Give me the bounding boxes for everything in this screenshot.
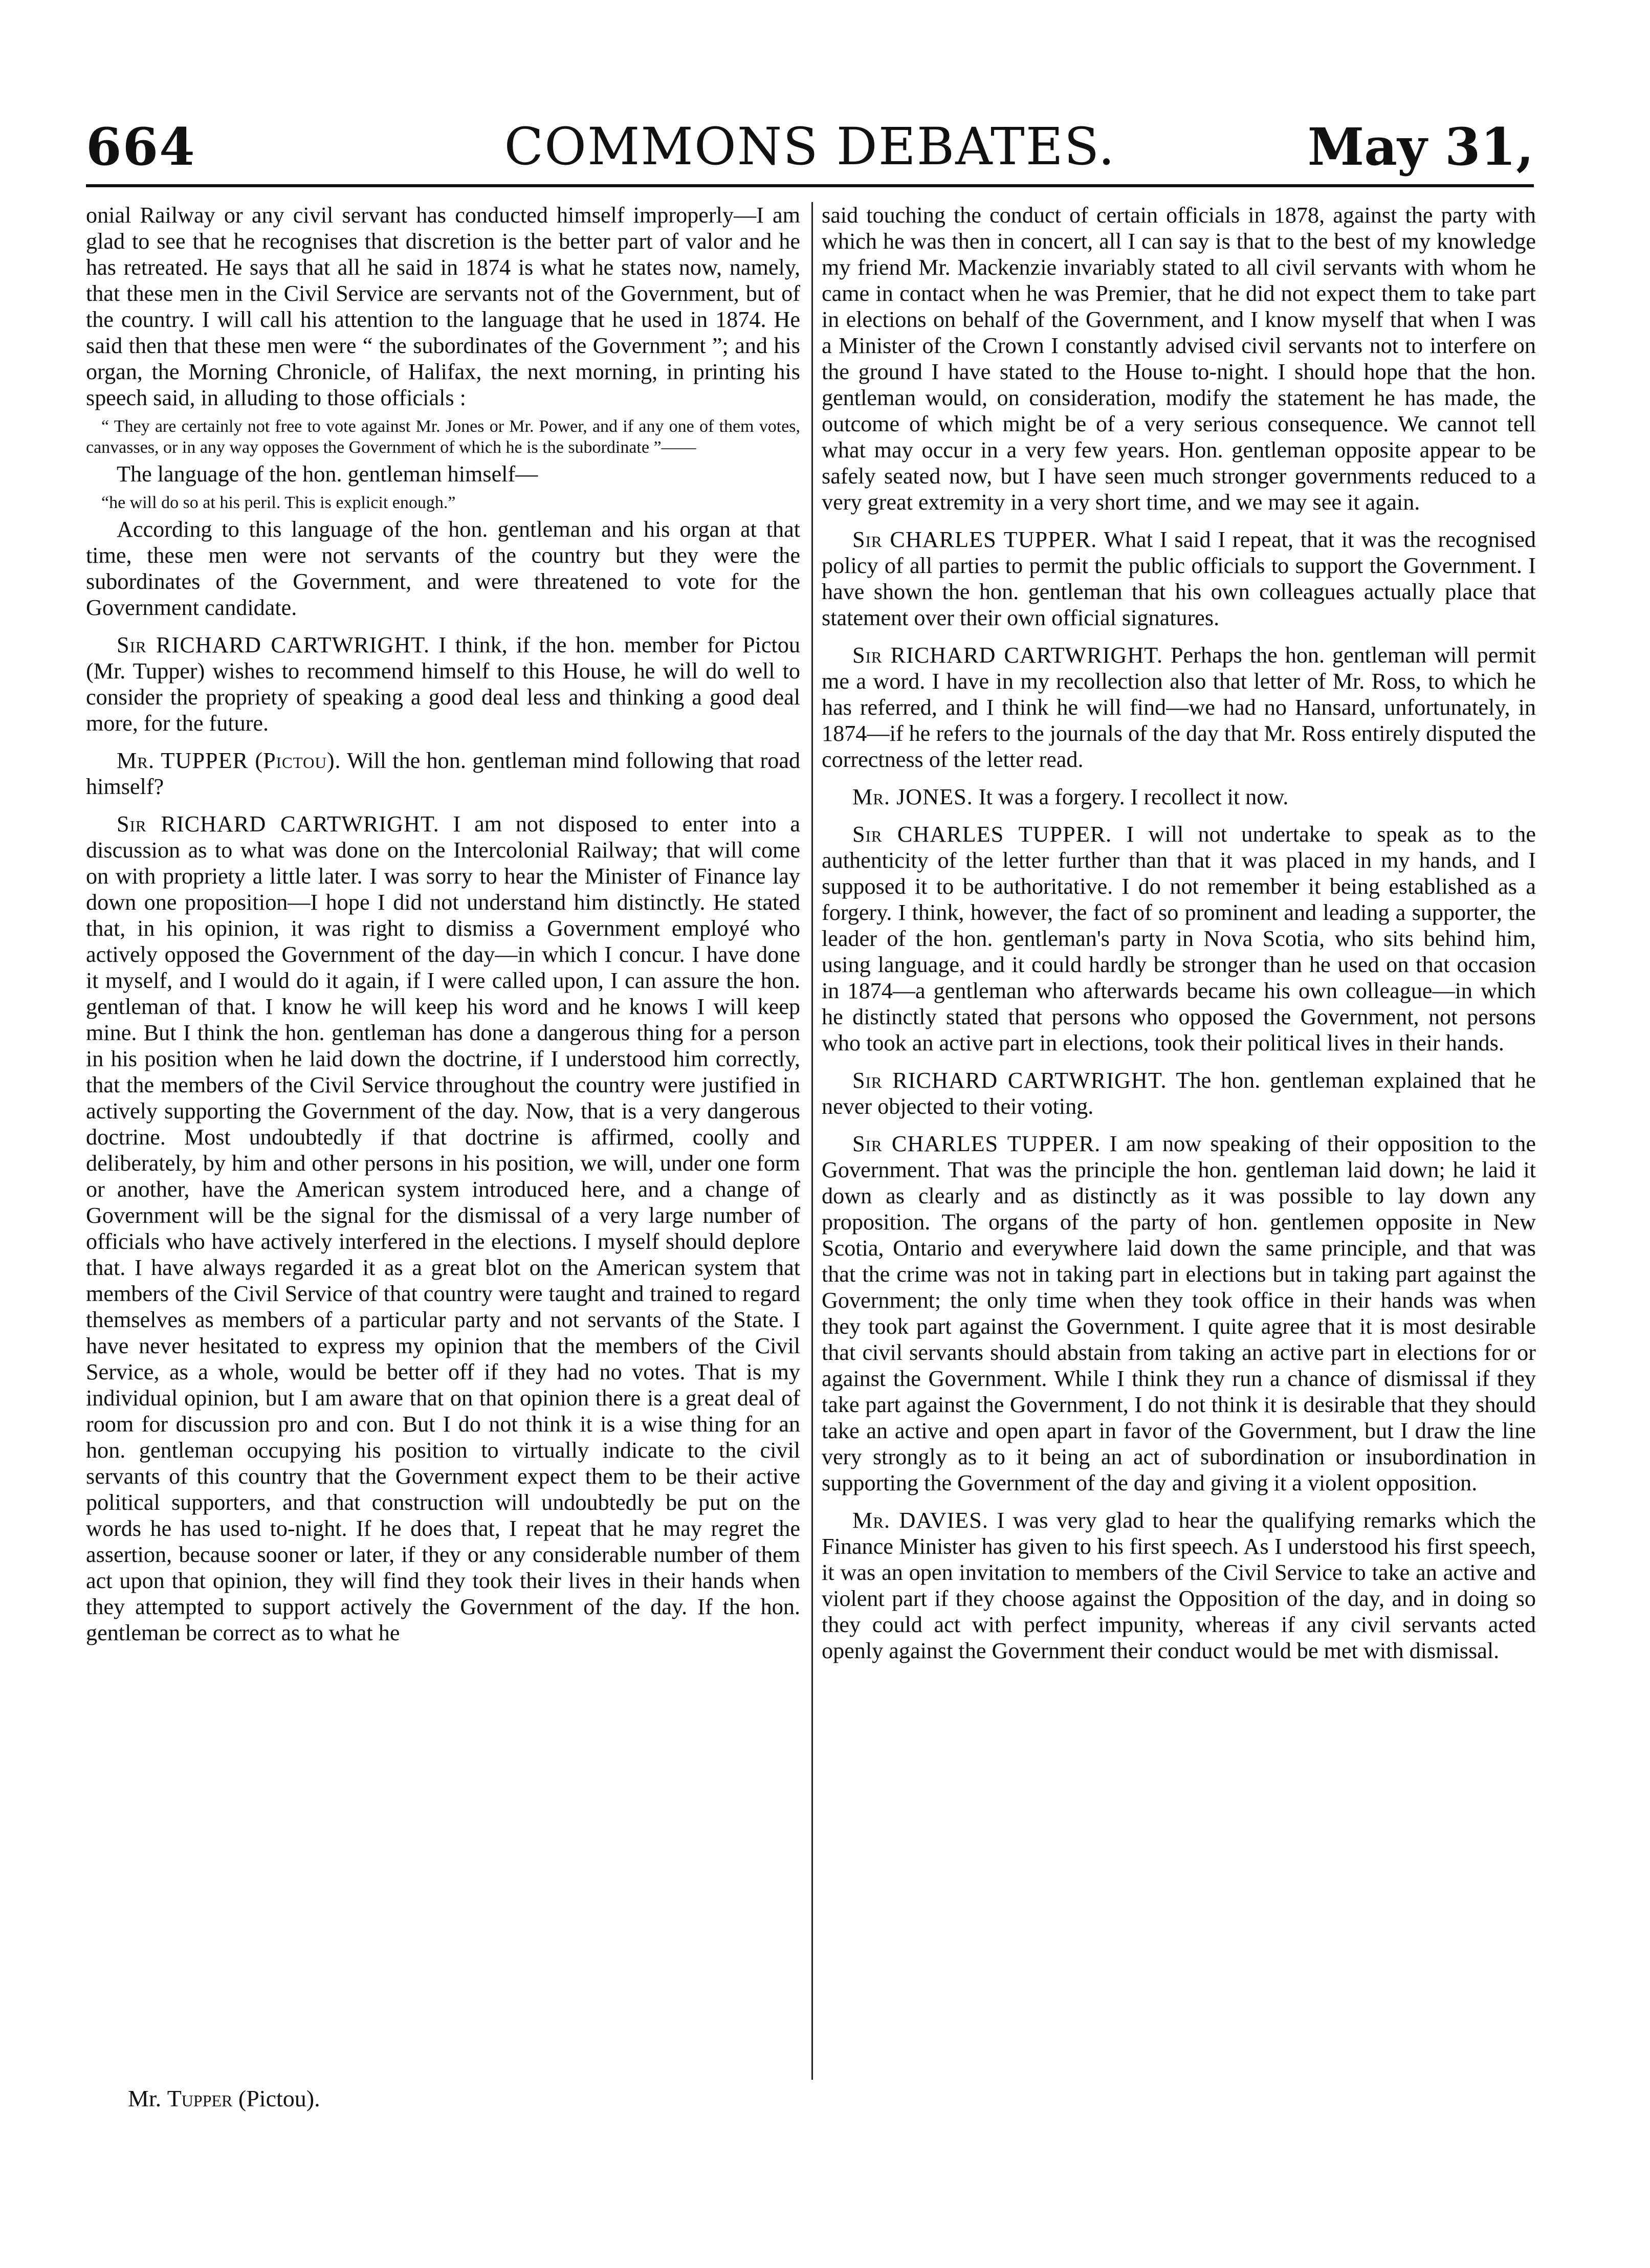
footer-speaker-suffix: (Pictou). — [238, 2085, 320, 2111]
speech-text: I will not undertake to speak as to the authenticity of the letter further than that it was placed in my hands, and I supposed it to be authoritative. I do not remember it being established as a forgery. I think, however, the fact of so prominent and leading a supporter, the leader of the hon. gentleman's party in Nova Scotia, who sits behind him, using language, and it could hardly be stronger than he used on that occasion in 1874—a gentleman who afterwards became his own colleague—in which he distinctly stated that persons who opposed the Government, not persons who took an active part in elections, took their political lives in their hands. — [822, 822, 1536, 1055]
quoted-passage: “he will do so at his peril. This is explicit enough.” — [101, 493, 456, 512]
speech-text: I am now speaking of their opposition to the Government. That was the principle the hon. gentleman laid down; he laid it down as clearly and as distinctly as it was possible to lay down any proposition. The organs of the party of hon. gentlemen opposite in New Scotia, Ontario and everywhere laid down the same principle, and that was that the crime was not in taking part in elections but in taking part against the Government; the only time when they took office in their hands was when they took part against the Government. I quite agree that it is most desirable that civil servants should abstain from taking an active part in elections for or against the Government. While I think they run a chance of dismissal if they take part against the Government, I do not think it is desirable that they should take an active and open apart in favor of the Government, but I draw the line very strongly as to it being an act of subordination or insubordination in supporting the Government of the day and giving it a violent opposition. — [822, 1131, 1536, 1495]
speech-text: The hon. gentleman explained that he never objected to their voting. — [822, 1068, 1536, 1119]
footer-speaker-name: Tupper — [167, 2085, 233, 2111]
speaker-name: Mr. DAVIES. — [852, 1508, 988, 1533]
page-number: 664 — [86, 117, 196, 177]
speech-text: Perhaps the hon. gentleman will permit me a word. I have in my recollection also that letter of Mr. Ross, to which he has referred, and I think he will find—we had no Hansard, unfortunately, in 1874—if he refers to the journals of the day that Mr. Ross entirely disputed the correctness of the letter read. — [822, 643, 1536, 772]
speaker-name: Sir RICHARD CARTWRIGHT. — [852, 643, 1163, 668]
text-paragraph: said touching the conduct of certain officials in 1878, against the party with which he was then in concert, all I can say is that to the best of my knowledge my friend Mr. Mackenzie invariably stated to all civil servants with whom he came in contact when he was Premier, that he did not expect them to take part in elections on behalf of the Government, and I know myself that when I was a Minister of the Crown I constantly advised civil servants not to interfere on the ground I have stated to the House to-night. I should hope that the hon. gentleman would, on consideration, modify the statement he has made, the outcome of which might be of a very serious consequence. We cannot tell what may occur in a very few years. Hon. gentleman opposite appear to be safely seated now, but I have seen much stronger governments reduced to a very great extremity in a very short time, and we may see it again. — [822, 203, 1536, 515]
speaker-name: Sir CHARLES TUPPER. — [852, 1131, 1101, 1156]
footer-speaker-prefix: Mr. — [128, 2085, 162, 2111]
speech-paragraph — [822, 1507, 1536, 1664]
speech-text: I am not disposed to enter into a discussion as to what was done on the Intercolonial Railway; that will come on with propriety a little later. I was sorry to hear the Minister of Finance lay down one proposition—I hope I did not understand him distinctly. He stated that, in his opinion, it was right to dismiss a Government employé who actively opposed the Government of the day—in which I concur. I have done it myself, and I would do it again, if I were called upon, I can assure the hon. gentleman of that. I know he will keep his word and he knows I will keep mine. But I think the hon. gentleman has done a dangerous thing for a person in his position when he laid down the doctrine, if I understood him correctly, that the members of the Civil Service throughout the country were justified in actively supporting the Government of the day. Now, that is a very dangerous doctrine. Most undoubtedly if that doctrine is affirmed, coolly and deliberately, by him and other persons in his position, we will, under one form or another, have the American system introduced here, and a change of Government will be the signal for the dismissal of a very large number of officials who have actively interfered in the elections. I myself should deplore that. I have always regarded it as a great blot on the American system that members of the Civil Service of that country were taught and trained to regard themselves as members of a particular party and not servants of the State. I have never hesitated to express my opinion that the members of the Civil Service, as a whole, would be better off if they had no votes. That is my individual opinion, but I am aware that on that opinion there is a great deal of room for discussion pro and con. But I do not think it is a wise thing for an hon. gentleman occupying his position to virtually indicate to the civil servants of this country that the Government expect them to be their active political supporters, and that construction will undoubtedly be put on the words he has used to-night. If he does that, I repeat that he may regret the assertion, because sooner or later, if they or any considerable number of them act upon that opinion, they will find they took their lives in their hands when they attempted to support actively the Government of the day. If the hon. gentleman be correct as to what he — [86, 811, 801, 1645]
speaker-name: Sir RICHARD CARTWRIGHT. — [117, 811, 439, 836]
page-date — [1308, 117, 1534, 177]
header-rule — [86, 184, 1534, 187]
speech-paragraph — [86, 747, 800, 800]
text-paragraph: According to this language of the hon. gentleman and his organ at that time, these men were not servants of the country but they were the subordinates of the Government, and were threatened to vote for the Government candidate. — [86, 517, 800, 620]
text-paragraph: The language of the hon. gentleman himself— — [117, 461, 538, 487]
date-day: 31, — [1445, 117, 1534, 177]
date-month: May — [1307, 117, 1427, 177]
speaker-name: Sir CHARLES TUPPER. — [852, 527, 1097, 552]
quoted-passage: “ They are certainly not free to vote against Mr. Jones or Mr. Power, and if any one of them votes, canvasses, or in any way opposes the Government of which he is the subordinate ”—— — [86, 417, 800, 457]
speech-text: I was very glad to hear the qualifying remarks which the Finance Minister has given to his first speech. As I understood his first speech, it was an open invitation to members of the Civil Service to take an active and violent part if they choose against the Opposition of the day, and in doing so they could act with perfect impunity, whereas if any civil servants acted openly against the Government their conduct would be met with dismissal. — [822, 1508, 1536, 1663]
publication-title: COMMONS DEBATES. — [504, 117, 1116, 177]
speaker-name: Sir RICHARD CARTWRIGHT. — [852, 1068, 1167, 1093]
right-column — [822, 202, 1536, 1664]
speech-paragraph — [822, 1131, 1536, 1496]
page-header — [86, 107, 1534, 184]
speech-text: What I said I repeat, that it was the recognised policy of all parties to permit the public officials to support the Government. I have shown the hon. gentleman that his own colleagues actually place that statement over their own official signatures. — [822, 527, 1536, 630]
column-divider — [811, 202, 813, 2080]
text-paragraph: onial Railway or any civil servant has conducted himself improperly—I am glad to see that he recognises that discretion is the better part of valor and he has retreated. He says that all he said in 1874 is what he states now, namely, that these men in the Civil Service are servants not of the Government, but of the country. I will call his attention to the language that he used in 1874. He said then that these men were “ the subordinates of the Government ”; and his organ, the Morning Chronicle, of Halifax, the next morning, in printing his speech said, in alluding to those officials : — [86, 203, 800, 410]
speaker-name: Mr. TUPPER (Pictou). — [117, 748, 341, 773]
speaker-name: Sir RICHARD CARTWRIGHT. — [117, 632, 430, 657]
speech-paragraph — [86, 811, 800, 1646]
speech-text: Will the hon. gentleman mind following that road himself? — [86, 748, 800, 799]
speech-text: I think, if the hon. member for Pictou (Mr. Tupper) wishes to recommend himself to this House, he will do well to consider the propriety of speaking a good deal less and thinking a good deal more, for the future. — [86, 632, 800, 736]
speech-paragraph — [822, 1067, 1536, 1119]
speaker-name: Mr. JONES. — [852, 784, 973, 809]
speaker-name: Sir CHARLES TUPPER. — [852, 822, 1112, 847]
catchword-footer — [128, 2085, 320, 2112]
speech-paragraph — [822, 784, 1536, 810]
speech-paragraph — [822, 526, 1536, 631]
left-column — [86, 202, 800, 1646]
speech-paragraph — [86, 632, 800, 736]
speech-paragraph — [822, 821, 1536, 1056]
speech-text: It was a forgery. I recollect it now. — [978, 784, 1289, 809]
speech-paragraph — [822, 642, 1536, 773]
